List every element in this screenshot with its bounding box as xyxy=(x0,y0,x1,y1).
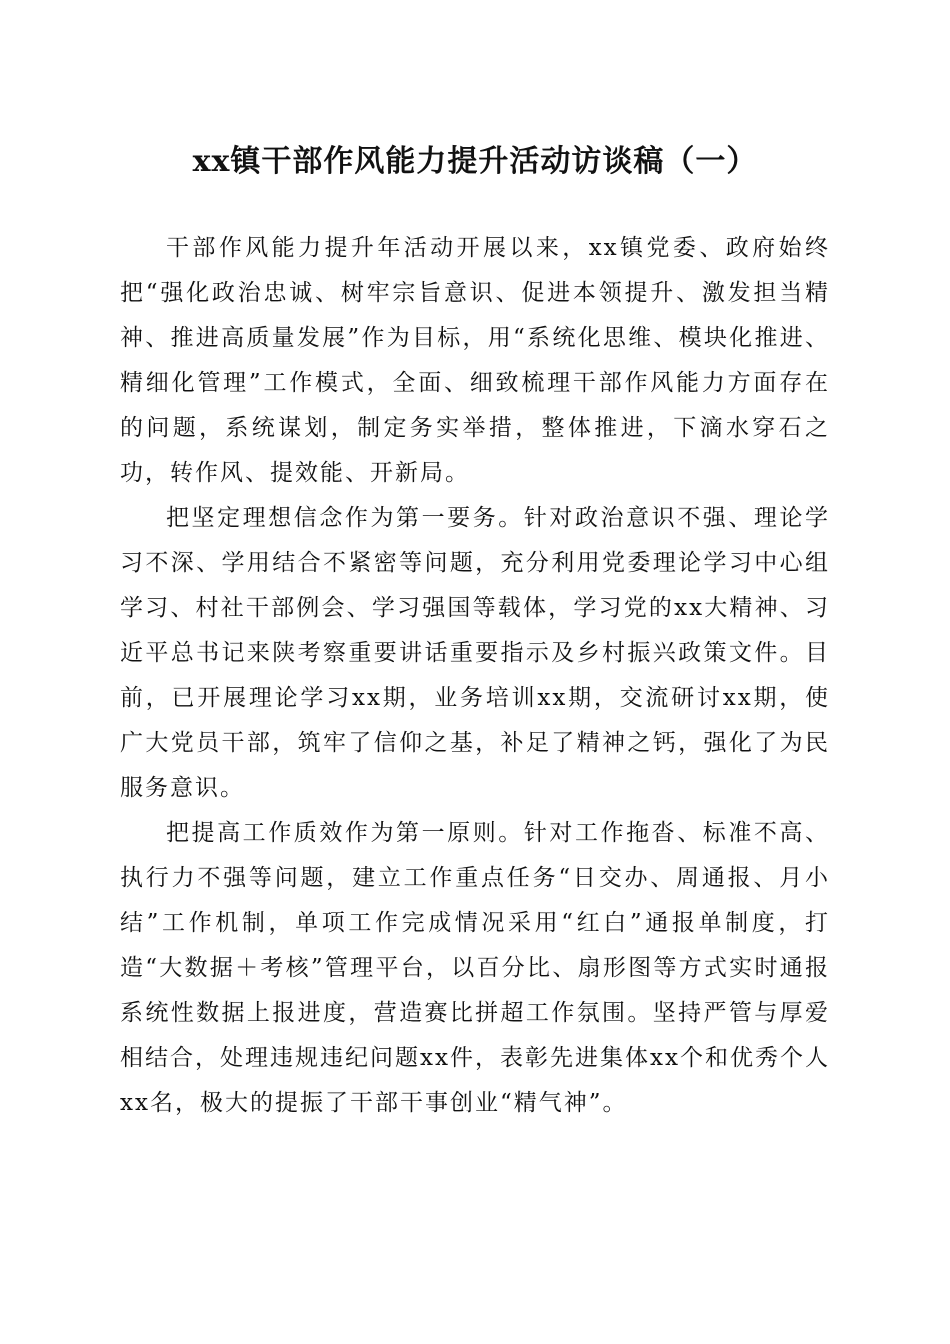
document-title: xx镇干部作风能力提升活动访谈稿（一） xyxy=(192,144,758,179)
paragraph-intro: 干部作风能力提升年活动开展以来，xx镇党委、政府始终把“强化政治忠诚、树牢宗旨意识、促进本领提升、激发担当精神、推进高质量发展”作为目标，用“系统化思维、模块化推进、精细化管理”工作模式，全面、细致梳理干部作风能力方面存在的问题，系统谋划，制定务实举措，整体推进，下滴水穿石之功，转作风、提效能、开新局。 xyxy=(120,235,830,486)
paragraph-efficiency: 把提高工作质效作为第一原则。针对工作拖沓、标准不高、执行力不强等问题，建立工作重点任务“日交办、周通报、月小结”工作机制，单项工作完成情况采用“红白”通报单制度，打造“大数据＋考核”管理平台，以百分比、扇形图等方式实时通报系统性数据上报进度，营造赛比拼超工作氛围。坚持严管与厚爱相结合，处理违规违纪问题xx件，表彰先进集体xx个和优秀个人xx名，极大的提振了干部干事创业“精气神”。 xyxy=(120,820,830,1116)
paragraph-ideals: 把坚定理想信念作为第一要务。针对政治意识不强、理论学习不深、学用结合不紧密等问题，充分利用党委理论学习中心组学习、村社干部例会、学习强国等载体，学习党的xx大精神、习近平总书记来陕考察重要讲话重要指示及乡村振兴政策文件。目前，已开展理论学习xx期，业务培训xx期，交流研讨xx期，使广大党员干部，筑牢了信仰之基，补足了精神之钙，强化了为民服务意识。 xyxy=(120,505,830,801)
